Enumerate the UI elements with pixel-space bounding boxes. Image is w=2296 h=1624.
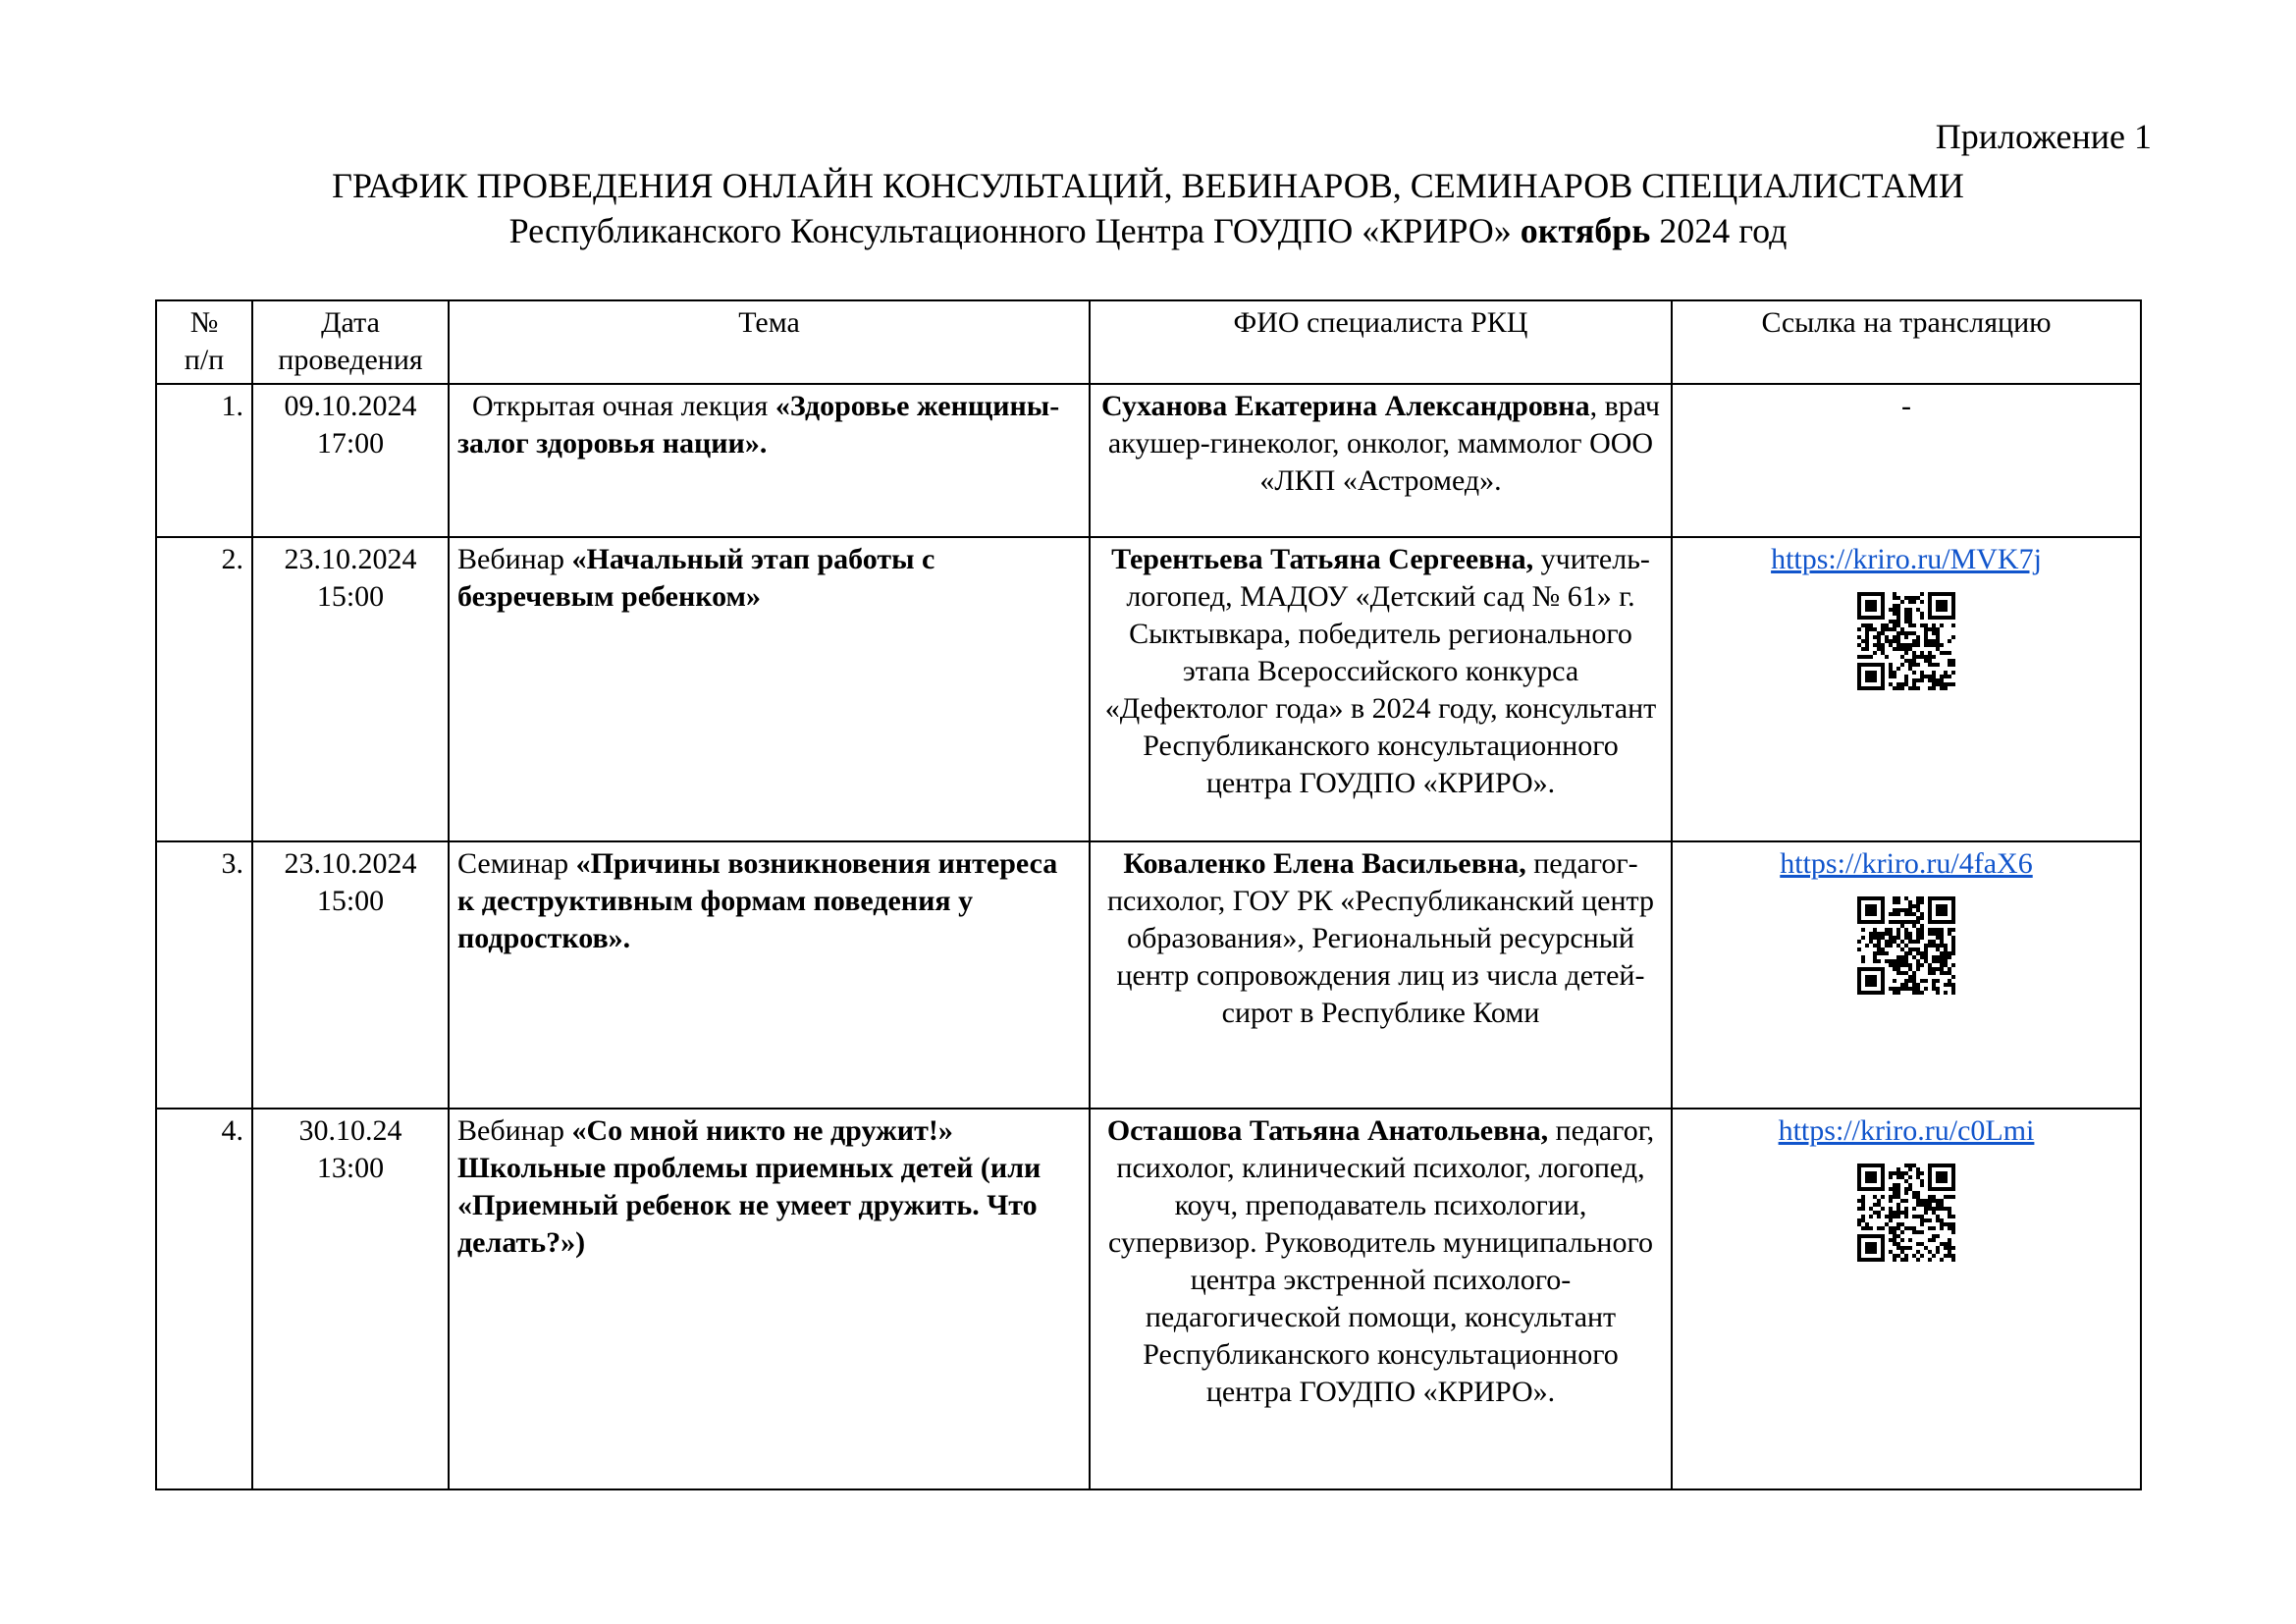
table-row	[156, 841, 2141, 1109]
no-link-dash: -	[1901, 390, 1911, 422]
row-topic	[449, 1109, 1090, 1489]
header-link: Ссылка на трансляцию	[1672, 300, 2141, 384]
header-num-line1: №	[189, 306, 219, 339]
appendix-label: Приложение 1	[1935, 117, 2152, 156]
row-specialist	[1090, 1109, 1672, 1489]
row-specialist	[1090, 841, 1672, 1109]
broadcast-link[interactable]: https://kriro.ru/4faX6	[1780, 847, 2033, 880]
row-number: 2.	[156, 537, 252, 841]
broadcast-link[interactable]: https://kriro.ru/MVK7j	[1771, 543, 2042, 575]
row-link	[1672, 1109, 2141, 1489]
topic-type: Семинар	[457, 847, 576, 880]
header-specialist: ФИО специалиста РКЦ	[1090, 300, 1672, 384]
row-topic	[449, 841, 1090, 1109]
topic-title: «Причины возникновения интереса к деструктивным формам поведения у подростков».	[457, 847, 1058, 954]
table-row	[156, 1109, 2141, 1489]
row-specialist	[1090, 537, 1672, 841]
row-time-value: 15:00	[316, 580, 385, 613]
row-number: 3.	[156, 841, 252, 1109]
header-date-line2: проведения	[278, 344, 423, 376]
row-date	[252, 537, 449, 841]
row-topic	[449, 537, 1090, 841]
row-date	[252, 384, 449, 537]
row-specialist	[1090, 384, 1672, 537]
subtitle-after: 2024 год	[1650, 211, 1788, 250]
table-row	[156, 537, 2141, 841]
row-time-value: 15:00	[316, 885, 385, 917]
specialist-name: Суханова Екатерина Александровна	[1101, 390, 1590, 422]
row-link	[1672, 537, 2141, 841]
schedule-table	[155, 299, 2142, 1490]
subtitle-month: октябрь	[1520, 211, 1651, 250]
header-date	[252, 300, 449, 384]
specialist-description: , врач акушер-гинеколог, онколог, маммолог ООО «ЛКП «Астромед».	[1107, 390, 1660, 497]
row-date	[252, 1109, 449, 1489]
row-date-value: 09.10.2024	[284, 390, 417, 422]
table-row	[156, 384, 2141, 537]
specialist-description: педагог-психолог, ГОУ РК «Республиканский центр образования», Региональный ресурсный центр сопровождения лиц из числа детей-сирот в Республике Коми	[1106, 847, 1655, 1029]
subtitle-before: Республиканского Консультационного Центра ГОУДПО «КРИРО»	[508, 211, 1521, 250]
topic-type: Открытая очная лекция	[457, 390, 775, 422]
row-number: 4.	[156, 1109, 252, 1489]
header-topic: Тема	[449, 300, 1090, 384]
topic-title: «Начальный этап работы с безречевым ребенком»	[457, 543, 935, 613]
row-number: 1.	[156, 384, 252, 537]
specialist-name: Коваленко Елена Васильевна,	[1123, 847, 1526, 880]
topic-type: Вебинар	[457, 543, 572, 575]
specialist-name: Терентьева Татьяна Сергеевна,	[1111, 543, 1534, 575]
row-topic	[449, 384, 1090, 537]
topic-type: Вебинар	[457, 1114, 572, 1147]
header-date-line1: Дата	[321, 306, 380, 339]
specialist-description: педагог, психолог, клинический психолог, логопед, коуч, преподаватель психологии, супервизор. Руководитель муниципального центра экстренной психолого-педагогической помощи, консультант Республиканского консультационного центра ГОУДПО «КРИРО».	[1107, 1114, 1655, 1408]
document-subtitle	[0, 210, 2296, 251]
qr-code-icon	[1857, 896, 1955, 995]
row-date-value: 30.10.24	[298, 1114, 402, 1147]
row-link	[1672, 384, 2141, 537]
row-date	[252, 841, 449, 1109]
row-date-value: 23.10.2024	[284, 847, 417, 880]
header-num-line2: п/п	[184, 344, 225, 376]
qr-code-icon	[1857, 592, 1955, 690]
topic-title: «Здоровье женщины-залог здоровья нации».	[457, 390, 1060, 460]
row-link	[1672, 841, 2141, 1109]
topic-title: «Со мной никто не дружит!» Школьные проблемы приемных детей (или «Приемный ребенок не умеет дружить. Что делать?»)	[457, 1114, 1041, 1259]
row-date-value: 23.10.2024	[284, 543, 417, 575]
specialist-description: учитель-логопед, МАДОУ «Детский сад № 61» г. Сыктывкара, победитель регионального этапа Всероссийского конкурса «Дефектолог года» в 2024 году, консультант Республиканского консультационного центра ГОУДПО «КРИРО».	[1104, 543, 1657, 799]
specialist-name: Осташова Татьяна Анатольевна,	[1106, 1114, 1549, 1147]
qr-code-icon	[1857, 1164, 1955, 1262]
row-time-value: 17:00	[316, 427, 385, 460]
broadcast-link[interactable]: https://kriro.ru/c0Lmi	[1778, 1114, 2035, 1147]
row-time-value: 13:00	[316, 1152, 385, 1184]
table-header-row	[156, 300, 2141, 384]
document-title: ГРАФИК ПРОВЕДЕНИЯ ОНЛАЙН КОНСУЛЬТАЦИЙ, ВЕБИНАРОВ, СЕМИНАРОВ СПЕЦИАЛИСТАМИ	[332, 166, 1964, 205]
header-num	[156, 300, 252, 384]
